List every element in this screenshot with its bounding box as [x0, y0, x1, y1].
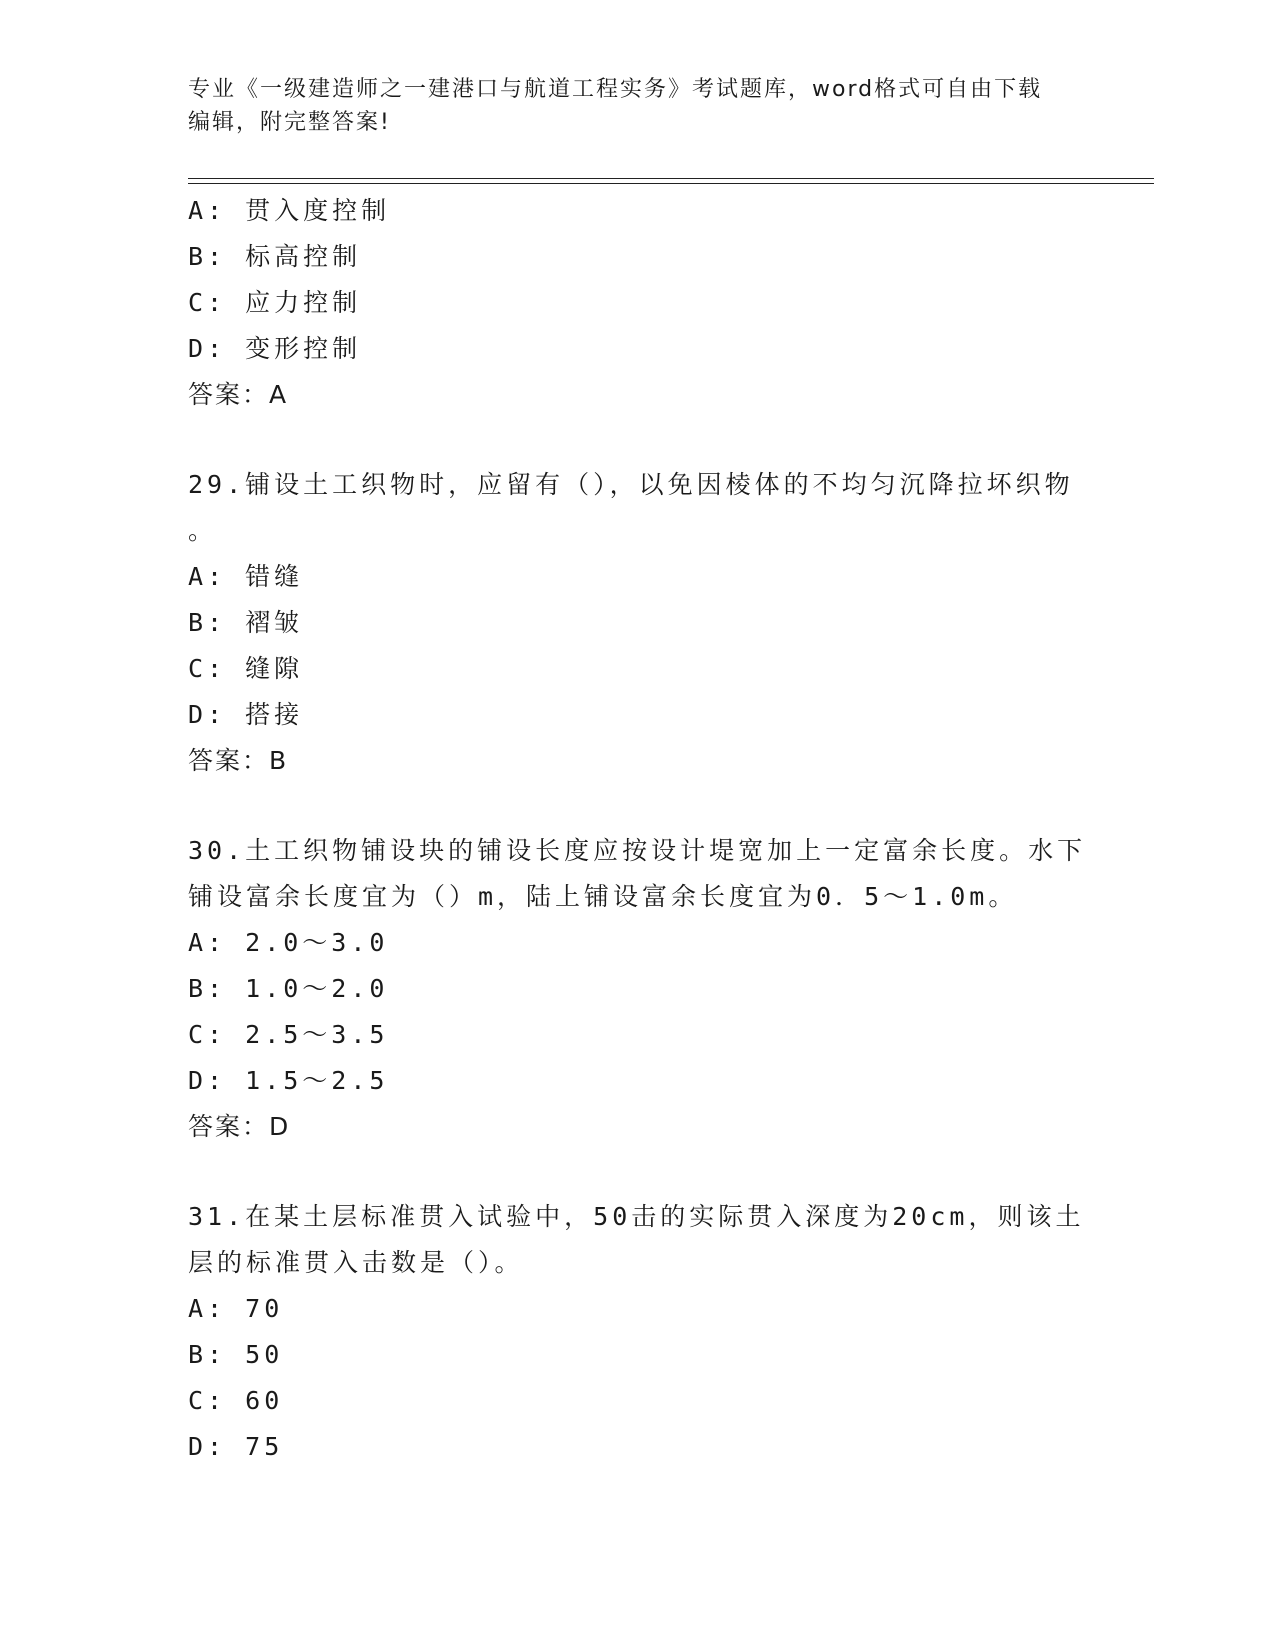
question-list	[188, 188, 1088, 1470]
question-29	[188, 462, 1088, 784]
header-divider-top	[188, 178, 1154, 179]
option-c: C: 应力控制	[188, 288, 362, 317]
question-30	[188, 828, 1088, 1150]
option-a: A: 错缝	[188, 562, 304, 591]
option-a: A: 2.0～3.0	[188, 928, 389, 957]
answer-line: 答案：D	[188, 1112, 291, 1141]
option-b: B: 1.0～2.0	[188, 974, 389, 1003]
question-text-line-1: 29.铺设土工织物时，应留有（），以免因棱体的不均匀沉降拉坏织物	[188, 470, 1074, 499]
header-line-2: 编辑，附完整答案!	[188, 110, 391, 135]
document-header	[188, 73, 1088, 139]
question-text-line-1: 31.在某土层标准贯入试验中，50击的实际贯入深度为20cm，则该土	[188, 1202, 1085, 1231]
option-d: D: 变形控制	[188, 334, 362, 363]
question-31	[188, 1194, 1088, 1470]
header-line-1: 专业《一级建造师之一建港口与航道工程实务》考试题库，word格式可自由下载	[188, 77, 1043, 102]
question-text-line-2: 。	[188, 516, 218, 545]
option-a: A: 贯入度控制	[188, 196, 391, 225]
header-divider-bottom	[188, 183, 1154, 184]
answer-line: 答案：A	[188, 380, 289, 409]
option-d: D: 1.5～2.5	[188, 1066, 389, 1095]
option-a: A: 70	[188, 1294, 284, 1323]
question-text-line-2: 层的标准贯入击数是（）。	[188, 1248, 524, 1277]
option-b: B: 50	[188, 1340, 284, 1369]
option-c: C: 缝隙	[188, 654, 304, 683]
option-c: C: 60	[188, 1386, 284, 1415]
option-d: D: 75	[188, 1432, 284, 1461]
question-28	[188, 188, 1088, 418]
answer-line: 答案：B	[188, 746, 289, 775]
option-b: B: 褶皱	[188, 608, 304, 637]
option-b: B: 标高控制	[188, 242, 362, 271]
option-c: C: 2.5～3.5	[188, 1020, 389, 1049]
question-text-line-1: 30.土工织物铺设块的铺设长度应按设计堤宽加上一定富余长度。水下	[188, 836, 1087, 865]
option-d: D: 搭接	[188, 700, 304, 729]
question-text-line-2: 铺设富余长度宜为（）m，陆上铺设富余长度宜为0．5～1.0m。	[188, 882, 1018, 911]
